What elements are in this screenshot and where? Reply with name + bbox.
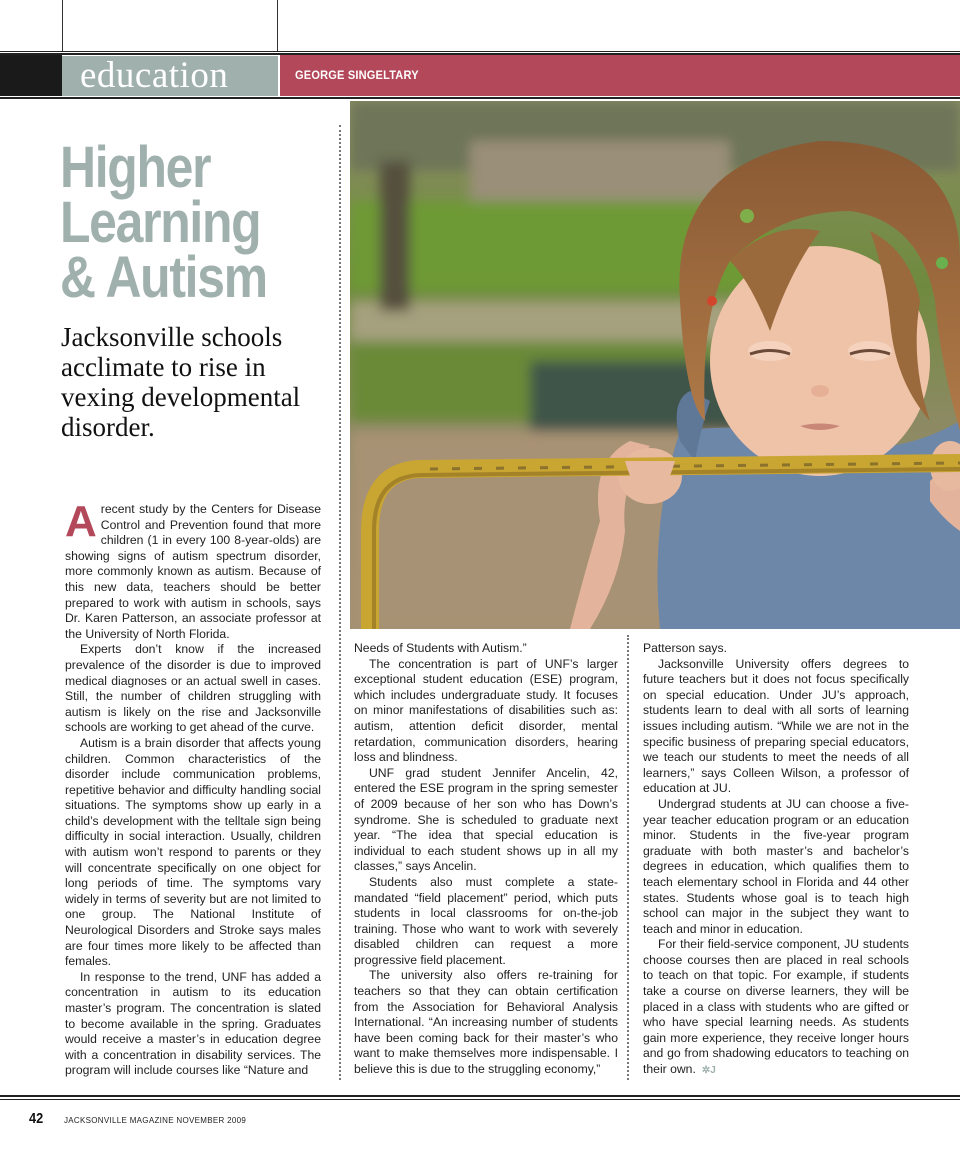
header-black-block [0, 55, 62, 96]
article-column-1 [65, 497, 321, 1079]
paragraph [643, 937, 909, 1078]
paragraph-text: recent study by the Centers for Disease Control and Prevention found that more children (1 in every 100 8-year-olds) are showing signs of autism spectrum disorder, more commonly known as autism. Because of this new data, teachers should be better prepared to work with autism in schools, says Dr. Karen Patterson, an associate professor at the University of North Florida. [65, 502, 321, 641]
article-column-2 [354, 641, 618, 1078]
header-under-rule [0, 97, 960, 99]
top-rule [0, 51, 960, 52]
column-separator [627, 635, 629, 1080]
paragraph: Patterson says. [643, 641, 727, 655]
author-name: GEORGE SINGELTARY [295, 68, 419, 82]
paragraph: Undergrad students at JU can choose a five-year teacher education program or an education minor. Students in the five-year program graduate with both master’s and bachelor’s degrees in education, which qualifies them to teach elementary school in Florida and 44 other states. Students whose goal is to teach high school can major in the subject they want to teach and minor in education. [643, 796, 909, 936]
section-label-box [62, 55, 278, 96]
section-label: education [80, 55, 229, 96]
top-decorative-box [62, 0, 278, 52]
paragraph: UNF grad student Jennifer Ancelin, 42, entered the ESE program in the spring semester of 2009 because of her son who has Down’s syndrome. She is scheduled to graduate next year. “The idea that special education is individual to each student shows up in all my classes,” says Ancelin. [354, 765, 618, 874]
article-column-3 [643, 641, 909, 1079]
headline-line: Learning [60, 190, 261, 255]
deck-subheadline: Jacksonville schools acclimate to rise in vexing developmental disorder. [61, 322, 301, 442]
footer-rule [0, 1099, 960, 1100]
author-band [280, 55, 960, 96]
column-separator [339, 125, 341, 1080]
paragraph-text: For their field-service component, JU students choose courses then are placed in real schools to teach on that topic. For example, if students take a course on diverse learners, they will be placed in a class with students who are gifted or who have special learning needs. As students gain more experience, they receive longer hours and go from shadowing educators to teaching on their own. [643, 937, 909, 1077]
headline [60, 135, 301, 310]
page-number: 42 [29, 1110, 44, 1127]
paragraph: Needs of Students with Autism.” [354, 641, 527, 655]
girl-on-merry-go-round-photo [350, 101, 960, 629]
footer-rule-thick [0, 1095, 960, 1097]
photo-illustration [350, 101, 960, 629]
publication-footer: JACKSONVILLE MAGAZINE NOVEMBER 2009 [64, 1116, 247, 1125]
paragraph: Students also must complete a state-mandated “field placement” period, which puts students in local classrooms for on-the-job training. Those who want to work with severely disabled children can request a more progressive field placement. [354, 874, 618, 967]
paragraph: Autism is a brain disorder that affects young children. Common characteristics of the disorder include communication problems, repetitive behavior and difficulty handling social situations. The symptoms show up early in a child’s development with the telltale sign being difficulty in social interaction. Usually, children with autism won’t respond to parents or they will concentrate specifically on one object for long periods of time. The symptoms vary widely in terms of severity but are not limited to one group. The National Institute of Neurological Disorders and Stroke says males are four times more likely to be affected than females. [65, 735, 321, 969]
paragraph: The concentration is part of UNF’s larger exceptional student education (ESE) program, which includes undergraduate study. It focuses on minor manifestations of disabilities such as: autism, attention deficit disorder, mental retardation, communication disorders, hearing loss and blindness. [354, 656, 618, 765]
paragraph: Experts don’t know if the increased prevalence of the disorder is due to improved medical diagnoses or an actual swell in cases. Still, the number of children struggling with autism is likely on the rise and Jacksonville schools are working to get ahead of the curve. [65, 642, 321, 735]
drop-cap: A [65, 497, 97, 546]
paragraph [65, 497, 321, 642]
paragraph: In response to the trend, UNF has added a concentration in autism to its education master’s program. The concentration is slated to become available in the spring. Graduates would receive a master’s in education degree with a concentration in disability services. The program will include courses like “Nature and [65, 969, 321, 1078]
headline-line: Higher [60, 135, 211, 200]
end-mark-icon: ✲J [701, 1065, 716, 1077]
paragraph: Jacksonville University offers degrees to future teachers but it does not focus specifically on special education. Under JU’s approach, students learn to deal with all sorts of learning issues including autism. “While we are not in the specific business of preparing special educators, we teach our students to meet the needs of all learners,” says Colleen Wilson, a professor of education at JU. [643, 656, 909, 796]
headline-line: & Autism [60, 245, 267, 310]
paragraph: The university also offers re-training for teachers so that they can obtain certification from the Association for Behavioral Analysis International. “An increasing number of students have been coming back for their master’s who want to make themselves more indispensable. I believe this is due to the struggling economy,” [354, 968, 618, 1077]
